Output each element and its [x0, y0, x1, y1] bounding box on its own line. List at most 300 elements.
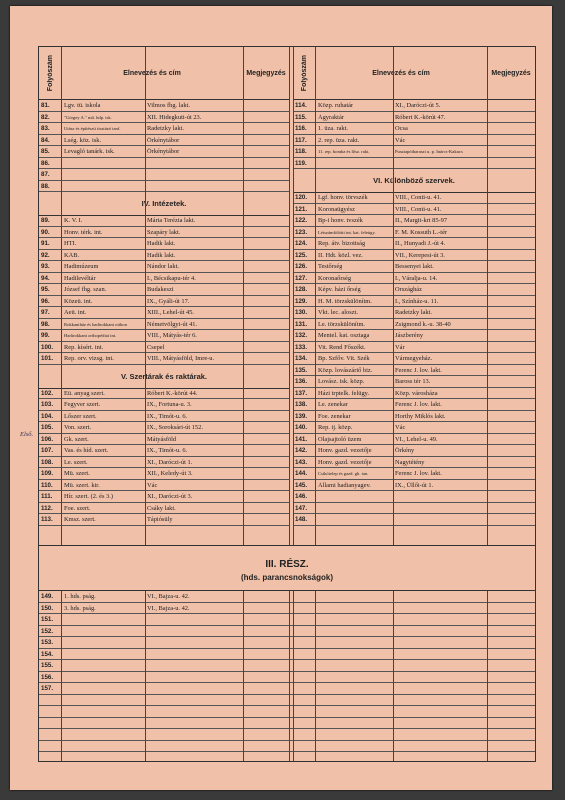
table-row	[293, 388, 535, 400]
row-name: Bp-i honv. tvszék	[318, 217, 363, 224]
table-row	[293, 215, 535, 227]
row-number: 119.	[295, 159, 307, 167]
table-row	[293, 204, 535, 216]
header-note-text: Megjegyzés	[246, 69, 286, 77]
row-number: 124.	[295, 240, 308, 247]
table-row	[293, 445, 535, 457]
row-name: 2. rep. üza. rakt.	[318, 136, 360, 144]
row-name: Le. zenekar	[318, 401, 348, 408]
column-divider	[289, 47, 290, 545]
table-row	[39, 238, 289, 250]
column-divider	[487, 47, 488, 545]
row-name: Rep. ij. közp.	[318, 424, 353, 431]
row-address: IX., Timót-u. 6.	[147, 412, 188, 420]
row-name: Aeü. int.	[64, 309, 87, 316]
row-name: Képv. házi őrség	[318, 286, 361, 293]
row-number: 99.	[41, 332, 50, 339]
margin-note: Első.	[20, 431, 34, 438]
row-number: 131.	[295, 320, 308, 328]
row-address: Örkény	[395, 447, 415, 454]
row-number: 94.	[41, 274, 50, 282]
table-row	[39, 284, 289, 296]
row-number: 102.	[41, 389, 54, 397]
header-number-text: Folyószám	[300, 54, 308, 92]
row-number: 137.	[295, 389, 308, 397]
row-number: 92.	[41, 251, 50, 259]
table-row	[39, 468, 289, 480]
row-number: 105.	[41, 424, 54, 431]
table-row	[39, 112, 289, 124]
row-number: 134.	[295, 355, 308, 362]
row-number: 114.	[295, 102, 307, 109]
row-number: 115.	[295, 113, 307, 121]
row-address: Róbert K.-körút 47.	[395, 113, 446, 121]
table-row	[293, 376, 535, 388]
row-number: 142.	[295, 447, 308, 454]
row-address: Vác	[395, 424, 406, 431]
table-row	[293, 250, 535, 262]
row-name: Gk. szert.	[64, 435, 89, 443]
row-address: I., Színház-u. 11.	[395, 297, 439, 305]
row-number: 144.	[295, 470, 308, 477]
row-address: VI., Bajza-u. 42.	[147, 604, 190, 612]
row-number: 84.	[41, 136, 50, 144]
table-row	[39, 672, 535, 684]
table-row	[293, 422, 535, 434]
table-row	[39, 146, 289, 158]
row-number: 103.	[41, 401, 54, 408]
table-row	[39, 411, 289, 423]
row-name: Állami hadianyagev.	[318, 481, 371, 489]
table-row	[39, 514, 289, 526]
column-divider	[315, 47, 316, 545]
row-name: Vit. Rend Főszékt.	[318, 343, 366, 351]
row-number: 145.	[295, 481, 308, 489]
column-divider	[243, 591, 244, 761]
row-name: Rep. orv. vizsg. int.	[64, 355, 114, 362]
table-row	[293, 261, 535, 273]
row-name: Lség. köz. isk.	[64, 136, 102, 144]
row-number: 110.	[41, 481, 53, 489]
row-address: Radetzky lakt.	[147, 125, 184, 132]
row-name: Közp. lovászáriő biz.	[318, 366, 373, 374]
row-name: Lgv. tü. iskola	[64, 102, 101, 109]
table-row	[39, 100, 289, 112]
row-name: Lgf. honv. törvszék	[318, 194, 368, 201]
table-row	[293, 307, 535, 319]
table-row	[39, 637, 535, 649]
table-row	[39, 399, 289, 411]
row-name: Le. szert.	[64, 458, 88, 466]
header-note-right	[487, 47, 535, 100]
table-row	[293, 503, 535, 515]
row-address: IX., Fortuna-u. 3.	[147, 401, 192, 408]
row-address: Vármegyeház.	[395, 355, 433, 362]
row-name: Foe. szert.	[64, 504, 91, 512]
row-address: I., Bécsikapu-tér 4.	[147, 274, 196, 282]
row-name: József fhg. szan.	[64, 286, 107, 293]
section-heading: IV. Intézetek.	[39, 192, 289, 216]
table-row	[39, 649, 535, 661]
part-separator	[39, 545, 535, 546]
table-row	[39, 706, 535, 718]
row-number: 156.	[41, 673, 54, 681]
table-row	[39, 353, 289, 365]
row-name: Vkt. lec. aloszt.	[318, 309, 358, 316]
row-address: XI., Daróczi-út 3.	[147, 493, 193, 500]
row-name: Kmsz. szert.	[64, 516, 96, 523]
table-row	[293, 411, 535, 423]
row-number: 147.	[295, 504, 308, 512]
table-row	[39, 491, 289, 503]
row-number: 125.	[295, 251, 308, 259]
row-address: VIII., Mátyás-tér 6.	[147, 332, 197, 339]
row-name: Közeü. int.	[64, 297, 93, 305]
row-name: Honv. gazd. vezetője	[318, 447, 372, 454]
row-number: 157.	[41, 685, 54, 692]
row-address: Bessenyei lakt.	[395, 263, 434, 270]
table-row	[293, 514, 535, 526]
row-address: XII., Keledy-út 3.	[147, 470, 193, 477]
row-name: Eü. anyag szert.	[64, 389, 105, 397]
row-number: 127.	[295, 274, 308, 282]
row-name: Vas. és híd. szert.	[64, 447, 109, 454]
row-name: Bp. Szfőv. Vit. Szék	[318, 355, 370, 362]
table-row	[293, 238, 535, 250]
row-number: 139.	[295, 412, 308, 420]
row-number: 117.	[295, 136, 307, 144]
row-address: XIII., Lehel-út 45.	[147, 309, 195, 316]
row-number: 126.	[295, 263, 308, 270]
row-number: 87.	[41, 171, 50, 178]
table-row	[293, 353, 535, 365]
row-name: Koronaügyész	[318, 205, 355, 213]
row-name: 11. rep. bomba és lősz. rakt.	[318, 149, 370, 154]
row-name: Foe. zenekar	[318, 412, 351, 420]
row-number: 101.	[41, 355, 54, 362]
table-row	[39, 603, 535, 615]
table-row	[39, 330, 289, 342]
row-name: "Görgey A." mű. hdp. isk.	[64, 114, 112, 120]
row-number: 140.	[295, 424, 308, 431]
row-address: Vár	[395, 343, 405, 351]
row-number: 85.	[41, 148, 50, 155]
table-row	[293, 319, 535, 331]
table-row	[293, 146, 535, 158]
row-address: VIII., Conti-u. 41.	[395, 194, 442, 201]
row-number: 151.	[41, 616, 54, 623]
row-number: 96.	[41, 297, 50, 305]
row-address: Mária Terézia lakt.	[147, 217, 196, 224]
row-number: 107.	[41, 447, 54, 454]
table-row	[39, 614, 535, 626]
row-address: I., Váralja-u. 14.	[395, 274, 438, 282]
part3-header-line	[39, 590, 535, 591]
row-name: Házi trptelk. felügy.	[318, 389, 370, 397]
row-name: HTI.	[64, 240, 77, 247]
row-address: Baross tér 13.	[395, 378, 431, 385]
row-address: Örkénytábor	[147, 136, 180, 144]
row-number: 149.	[41, 593, 54, 600]
table-row	[39, 215, 289, 227]
row-name: Közp. ruhatár	[318, 102, 354, 109]
row-number: 93.	[41, 263, 50, 270]
table-row	[39, 273, 289, 285]
part3-title: III. RÉSZ.	[265, 559, 309, 570]
row-address: II., Margit-krt 85-97	[395, 217, 448, 224]
row-number: 100.	[41, 343, 54, 351]
row-number: 111.	[41, 493, 53, 500]
row-address: F. M. Kossuth L.-tér	[395, 228, 448, 236]
row-number: 123.	[295, 228, 308, 236]
row-address: Vilmos fhg. lakt.	[147, 102, 190, 109]
header-note-text: Megjegyzés	[491, 69, 531, 77]
row-name: Von. szert.	[64, 424, 92, 431]
row-address: Hadik lakt.	[147, 240, 176, 247]
row-address: Radetzky lakt.	[395, 309, 432, 316]
header-number-left	[39, 47, 61, 100]
row-number: 146.	[295, 493, 308, 500]
row-address: Ferenc J. lov. lakt.	[395, 470, 442, 477]
column-divider	[293, 591, 294, 761]
section-heading: VI. Különböző szervek.	[293, 169, 535, 193]
row-address: Ocsa	[395, 125, 408, 132]
row-number: 128.	[295, 286, 308, 293]
row-name: Koronaőrség	[318, 274, 352, 282]
row-name: Honv. gazd. vezetője	[318, 458, 372, 466]
row-address: II., Hunyadi J.-út 4.	[395, 240, 446, 247]
row-number: 106.	[41, 435, 54, 443]
header-name-text: Elnevezés és cím	[123, 69, 181, 77]
row-address: VII., Kerepesi-út 3.	[395, 251, 445, 259]
column-divider	[487, 591, 488, 761]
row-address: Hadik lakt.	[147, 251, 176, 259]
section-heading: V. Szertárak és raktárak.	[39, 365, 289, 389]
row-address: Róbert K.-körút 44.	[147, 389, 198, 397]
row-name: Ágyraktár	[318, 113, 344, 121]
part3-subtitle: (hds. parancsnokságok)	[240, 573, 334, 582]
table-row	[39, 434, 289, 446]
table-row	[293, 468, 535, 480]
row-number: 135.	[295, 366, 308, 374]
column-divider	[145, 47, 146, 545]
row-name: II. Hdt. közl. vez.	[318, 251, 363, 259]
row-number: 113.	[41, 516, 53, 523]
row-name: Csikótelep és gazd. gh. tan.	[318, 471, 369, 476]
table-row	[293, 330, 535, 342]
row-name: Hadirokkant orthopédiai int.	[64, 333, 117, 338]
row-number: 120.	[295, 194, 308, 201]
row-address: IX., Gyáli-út 17.	[147, 297, 190, 305]
row-name: KÁB.	[64, 251, 80, 259]
row-number: 89.	[41, 217, 50, 224]
column-divider	[315, 591, 316, 761]
table-row	[39, 503, 289, 515]
row-address: IX., Timót-u. 6.	[147, 447, 188, 454]
table-row	[39, 169, 289, 181]
register-table	[38, 46, 536, 762]
table-row	[293, 365, 535, 377]
table-row	[293, 192, 535, 204]
row-address: Vác	[147, 481, 158, 489]
row-number: 148.	[295, 516, 308, 523]
row-address: VI., Lehel-u. 49.	[395, 435, 438, 443]
row-name: Létszámfölötti int. kat. feleügy.	[318, 229, 376, 235]
row-name: Lőszer szert.	[64, 412, 97, 420]
header-name-right	[315, 47, 487, 100]
row-number: 133.	[295, 343, 308, 351]
table-row	[39, 181, 289, 193]
header-name-text: Elnevezés és cím	[372, 69, 430, 77]
table-row	[293, 434, 535, 446]
row-name: Mentel. kat. osztaga	[318, 332, 370, 339]
row-address: XII. Hidegkuti-út 23.	[147, 113, 202, 121]
table-row	[39, 261, 289, 273]
row-number: 129.	[295, 297, 308, 305]
row-address: Közp. városháza	[395, 389, 438, 397]
row-number: 136.	[295, 378, 308, 385]
row-address: Tápiósüly	[147, 516, 173, 523]
row-address: Nándor lakt.	[147, 263, 179, 270]
table-row	[39, 250, 289, 262]
row-address: Pusztapótharaszt u. p. Inárcs-Kakucs	[395, 149, 463, 154]
row-address: IX., Soroksári-út 152.	[147, 424, 203, 431]
row-address: VIII., Conti-u. 41.	[395, 205, 442, 213]
row-address: Jászberény	[395, 332, 424, 339]
table-row	[39, 227, 289, 239]
table-row	[39, 319, 289, 331]
column-divider	[145, 591, 146, 761]
table-row	[293, 123, 535, 135]
row-address: XI., Daróczi-út 1.	[147, 458, 193, 466]
row-address: Örkénytábor	[147, 148, 180, 155]
row-number: 152.	[41, 627, 54, 635]
row-name: Rokkantház és hadirokkant otthon	[64, 321, 127, 327]
column-divider	[393, 591, 394, 761]
table-row	[39, 683, 535, 695]
row-number: 95.	[41, 286, 50, 293]
row-number: 88.	[41, 182, 50, 190]
row-name: Olajsajtoló üzem	[318, 435, 362, 443]
table-row	[39, 342, 289, 354]
row-address: Csáky lakt.	[147, 504, 176, 512]
row-address: Csepel	[147, 343, 165, 351]
column-divider	[293, 47, 294, 545]
column-divider	[61, 591, 62, 761]
row-number: 155.	[41, 662, 54, 669]
table-row	[39, 296, 289, 308]
row-address: IX., Üllői-út 1.	[395, 481, 434, 489]
row-address: XI., Daróczi-út 5.	[395, 102, 441, 109]
table-row	[39, 660, 535, 672]
row-number: 153.	[41, 639, 54, 646]
table-row	[39, 480, 289, 492]
table-row	[39, 445, 289, 457]
row-name: H. M. törzskülönítm.	[318, 297, 372, 305]
row-number: 83.	[41, 125, 50, 132]
header-name-left	[61, 47, 243, 100]
table-row	[293, 342, 535, 354]
row-address: Mátyásföld	[147, 435, 177, 443]
row-number: 154.	[41, 650, 54, 658]
row-number: 91.	[41, 240, 50, 247]
header-note-left	[243, 47, 289, 100]
table-row	[39, 422, 289, 434]
row-address: Vác	[395, 136, 406, 144]
row-name: Mü. szert.	[64, 470, 90, 477]
table-row	[293, 158, 535, 170]
row-name: Lovász. isk. közp.	[318, 378, 365, 385]
table-row	[39, 457, 289, 469]
row-name: 1. üza. rakt.	[318, 125, 348, 132]
table-row	[293, 112, 535, 124]
row-address: Horthy Miklós lakt.	[395, 412, 446, 420]
row-number: 121.	[295, 205, 308, 213]
row-name: 1. hds. pság.	[64, 593, 96, 600]
row-name: Fegyver szert.	[64, 401, 101, 408]
row-address: Zsigmond k.-u. 38-40	[395, 320, 451, 328]
row-address: Nagytétény	[395, 458, 425, 466]
row-address: Szapáry lakt.	[147, 228, 181, 236]
row-address: Országház	[395, 286, 422, 293]
table-row	[39, 123, 289, 135]
row-name: Le. törzskülönítm.	[318, 320, 366, 328]
row-number: 138.	[295, 401, 308, 408]
row-name: Hadilevéltár	[64, 274, 96, 282]
table-row	[39, 158, 289, 170]
document-page	[10, 6, 552, 790]
table-row	[293, 296, 535, 308]
row-name: K. V. I.	[64, 217, 83, 224]
row-name: Rep. átv. bizottság	[318, 240, 366, 247]
row-address: VIII., Mátyásföld, Imre-u.	[147, 355, 215, 362]
row-name: Levagló tanárk. isk.	[64, 148, 115, 155]
column-divider	[61, 47, 62, 545]
row-number: 143.	[295, 458, 308, 466]
header-number-right	[293, 47, 315, 100]
table-row	[39, 718, 535, 730]
table-row	[293, 480, 535, 492]
row-number: 90.	[41, 228, 50, 236]
table-row	[293, 457, 535, 469]
row-address: Ferenc J. lov. lakt.	[395, 401, 442, 408]
row-number: 130.	[295, 309, 308, 316]
row-number: 86.	[41, 159, 50, 167]
column-divider	[289, 591, 290, 761]
row-number: 112.	[41, 504, 53, 512]
row-number: 150.	[41, 604, 54, 612]
table-row	[39, 626, 535, 638]
table-row	[39, 729, 535, 741]
row-name: Rep. kísért. int.	[64, 343, 104, 351]
row-number: 82.	[41, 113, 50, 121]
row-number: 118.	[295, 148, 307, 155]
row-name: Honv. térk. int.	[64, 228, 103, 236]
table-row	[293, 135, 535, 147]
row-name: 3. hds. pság.	[64, 604, 96, 612]
row-number: 97.	[41, 309, 50, 316]
header-number-text: Folyószám	[46, 54, 54, 92]
row-name: Hadimúzeum	[64, 263, 99, 270]
row-name: Utász és építészti tisztázó tanf.	[64, 126, 121, 131]
table-row	[293, 100, 535, 112]
table-row	[39, 388, 289, 400]
table-row	[293, 273, 535, 285]
table-row	[39, 135, 289, 147]
row-number: 98.	[41, 320, 50, 328]
row-number: 109.	[41, 470, 54, 477]
row-address: VI., Bajza-u. 42.	[147, 593, 190, 600]
